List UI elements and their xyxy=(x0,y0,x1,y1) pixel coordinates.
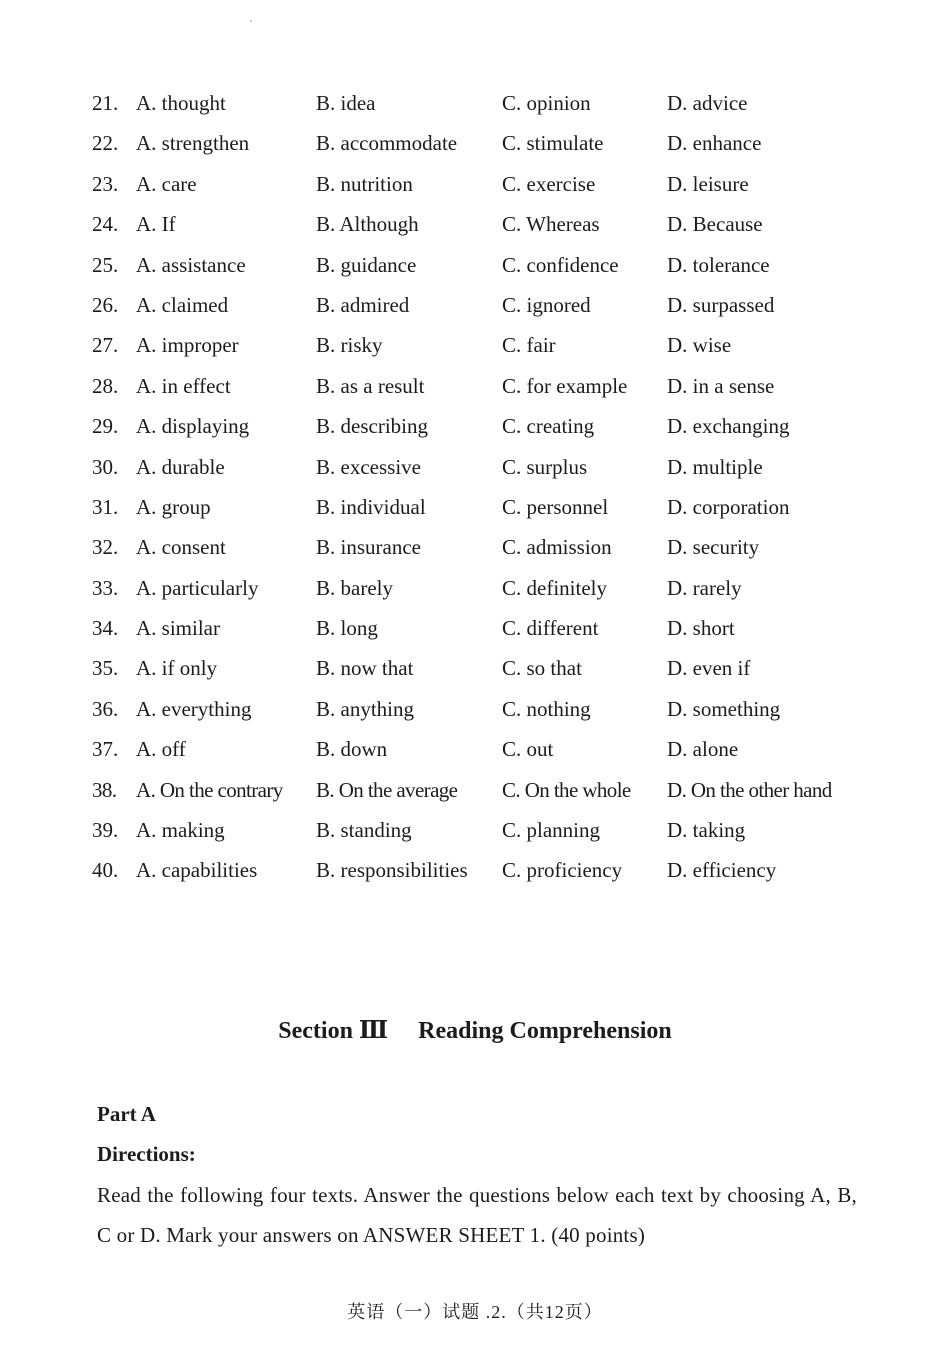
option-d: D. leisure xyxy=(667,171,749,196)
option-d: D. in a sense xyxy=(667,373,775,398)
question-number: 27. xyxy=(92,333,119,358)
option-d: D. surpassed xyxy=(667,292,775,317)
section-heading xyxy=(0,1013,950,1049)
option-d: D. taking xyxy=(667,818,746,843)
question-number: 21. xyxy=(92,91,119,115)
option-d: D. rarely xyxy=(667,575,742,600)
option-b: B. individual xyxy=(316,494,426,519)
option-a: A. strengthen xyxy=(136,131,250,156)
option-b: B. responsibilities xyxy=(316,858,468,883)
option-c: C. proficiency xyxy=(502,858,623,883)
directions-label: Directions: xyxy=(97,1142,196,1166)
question-row xyxy=(92,167,862,207)
option-a: A. off xyxy=(136,737,186,762)
option-c: C. nothing xyxy=(502,696,591,721)
section-number: Section Ⅲ xyxy=(278,1018,389,1044)
question-row xyxy=(92,369,862,409)
option-c: C. surplus xyxy=(502,454,588,479)
option-b: B. accommodate xyxy=(316,131,458,156)
option-a: A. in effect xyxy=(136,373,231,398)
question-row xyxy=(92,288,862,328)
option-d: D. On the other hand xyxy=(667,777,832,802)
option-b: B. barely xyxy=(316,575,393,600)
question-row xyxy=(92,732,862,772)
question-row xyxy=(92,248,862,288)
question-number: 39. xyxy=(92,818,119,843)
option-a: A. particularly xyxy=(136,575,259,600)
option-a: A. If xyxy=(136,212,176,237)
question-number: 35. xyxy=(92,656,119,681)
option-a: A. consent xyxy=(136,535,226,560)
option-b: B. down xyxy=(316,737,388,762)
option-a: A. thought xyxy=(136,91,226,115)
scan-speck xyxy=(250,20,252,22)
question-row xyxy=(92,571,862,611)
option-d: D. corporation xyxy=(667,494,790,519)
option-a: A. similar xyxy=(136,616,220,641)
question-number: 31. xyxy=(92,494,119,519)
option-a: A. making xyxy=(136,818,225,843)
question-number: 37. xyxy=(92,737,119,762)
option-d: D. enhance xyxy=(667,131,762,156)
cloze-options-list xyxy=(92,86,862,894)
option-a: A. improper xyxy=(136,333,239,358)
option-a: A. everything xyxy=(136,696,252,721)
part-label: Part A xyxy=(97,1102,156,1126)
option-d: D. tolerance xyxy=(667,252,770,277)
option-d: D. security xyxy=(667,535,760,560)
option-d: D. alone xyxy=(667,737,739,762)
question-number: 33. xyxy=(92,575,119,600)
option-b: B. Although xyxy=(316,212,419,237)
question-row xyxy=(92,207,862,247)
question-row xyxy=(92,409,862,449)
option-c: C. On the whole xyxy=(502,777,631,802)
question-row xyxy=(92,328,862,368)
question-row xyxy=(92,773,862,813)
option-b: B. now that xyxy=(316,656,414,681)
option-c: C. ignored xyxy=(502,292,591,317)
option-b: B. On the average xyxy=(316,777,458,802)
question-number: 38. xyxy=(92,777,117,802)
option-d: D. exchanging xyxy=(667,414,790,439)
question-number: 30. xyxy=(92,454,119,479)
option-a: A. durable xyxy=(136,454,225,479)
option-c: C. personnel xyxy=(502,494,609,519)
option-b: B. admired xyxy=(316,292,410,317)
option-c: C. so that xyxy=(502,656,582,681)
option-c: C. definitely xyxy=(502,575,607,600)
question-row xyxy=(92,450,862,490)
option-c: C. opinion xyxy=(502,91,591,115)
question-row xyxy=(92,86,862,126)
question-row xyxy=(92,126,862,166)
question-number: 28. xyxy=(92,373,119,398)
question-number: 32. xyxy=(92,535,119,560)
page-footer: 英语（一）试题 .2.（共12页） xyxy=(347,1302,603,1322)
question-number: 29. xyxy=(92,414,119,439)
option-c: C. admission xyxy=(502,535,612,560)
option-b: B. standing xyxy=(316,818,412,843)
question-row xyxy=(92,692,862,732)
option-d: D. efficiency xyxy=(667,858,777,883)
option-b: B. nutrition xyxy=(316,171,413,196)
question-number: 36. xyxy=(92,696,119,721)
option-b: B. risky xyxy=(316,333,383,358)
option-b: B. anything xyxy=(316,696,414,721)
option-c: C. out xyxy=(502,737,554,762)
option-a: A. capabilities xyxy=(136,858,258,883)
option-c: C. planning xyxy=(502,818,600,843)
option-d: D. even if xyxy=(667,656,751,681)
option-c: C. creating xyxy=(502,414,595,439)
option-b: B. long xyxy=(316,616,378,641)
option-c: C. confidence xyxy=(502,252,619,277)
option-c: C. fair xyxy=(502,333,556,358)
option-a: A. claimed xyxy=(136,292,229,317)
option-c: C. different xyxy=(502,616,599,641)
option-d: D. short xyxy=(667,616,735,641)
question-number: 25. xyxy=(92,252,119,277)
section-title: Reading Comprehension xyxy=(418,1018,672,1044)
option-d: D. Because xyxy=(667,212,763,237)
question-row xyxy=(92,651,862,691)
option-c: C. for example xyxy=(502,373,628,398)
option-a: A. On the contrary xyxy=(136,777,283,802)
question-row xyxy=(92,853,862,893)
option-d: D. wise xyxy=(667,333,732,358)
option-d: D. advice xyxy=(667,91,748,115)
option-b: B. idea xyxy=(316,91,376,115)
option-b: B. excessive xyxy=(316,454,421,479)
question-row xyxy=(92,611,862,651)
question-row xyxy=(92,490,862,530)
question-row xyxy=(92,530,862,570)
option-a: A. assistance xyxy=(136,252,246,277)
option-b: B. as a result xyxy=(316,373,425,398)
option-a: A. displaying xyxy=(136,414,250,439)
option-a: A. care xyxy=(136,171,197,196)
option-b: B. describing xyxy=(316,414,428,439)
question-row xyxy=(92,813,862,853)
directions-text: Read the following four texts. Answer the questions below each text by choosing A, B, C or D. Mark your answers on ANSWER SHEET 1. (40 points) xyxy=(97,1183,857,1247)
option-a: A. group xyxy=(136,494,211,519)
option-c: C. stimulate xyxy=(502,131,604,156)
question-number: 23. xyxy=(92,171,119,196)
option-c: C. exercise xyxy=(502,171,596,196)
option-b: B. guidance xyxy=(316,252,417,277)
question-number: 24. xyxy=(92,212,119,237)
option-c: C. Whereas xyxy=(502,212,600,237)
option-d: D. multiple xyxy=(667,454,763,479)
question-number: 34. xyxy=(92,616,119,641)
option-b: B. insurance xyxy=(316,535,421,560)
question-number: 26. xyxy=(92,292,119,317)
option-a: A. if only xyxy=(136,656,218,681)
question-number: 40. xyxy=(92,858,119,883)
option-d: D. something xyxy=(667,696,781,721)
question-number: 22. xyxy=(92,131,119,156)
